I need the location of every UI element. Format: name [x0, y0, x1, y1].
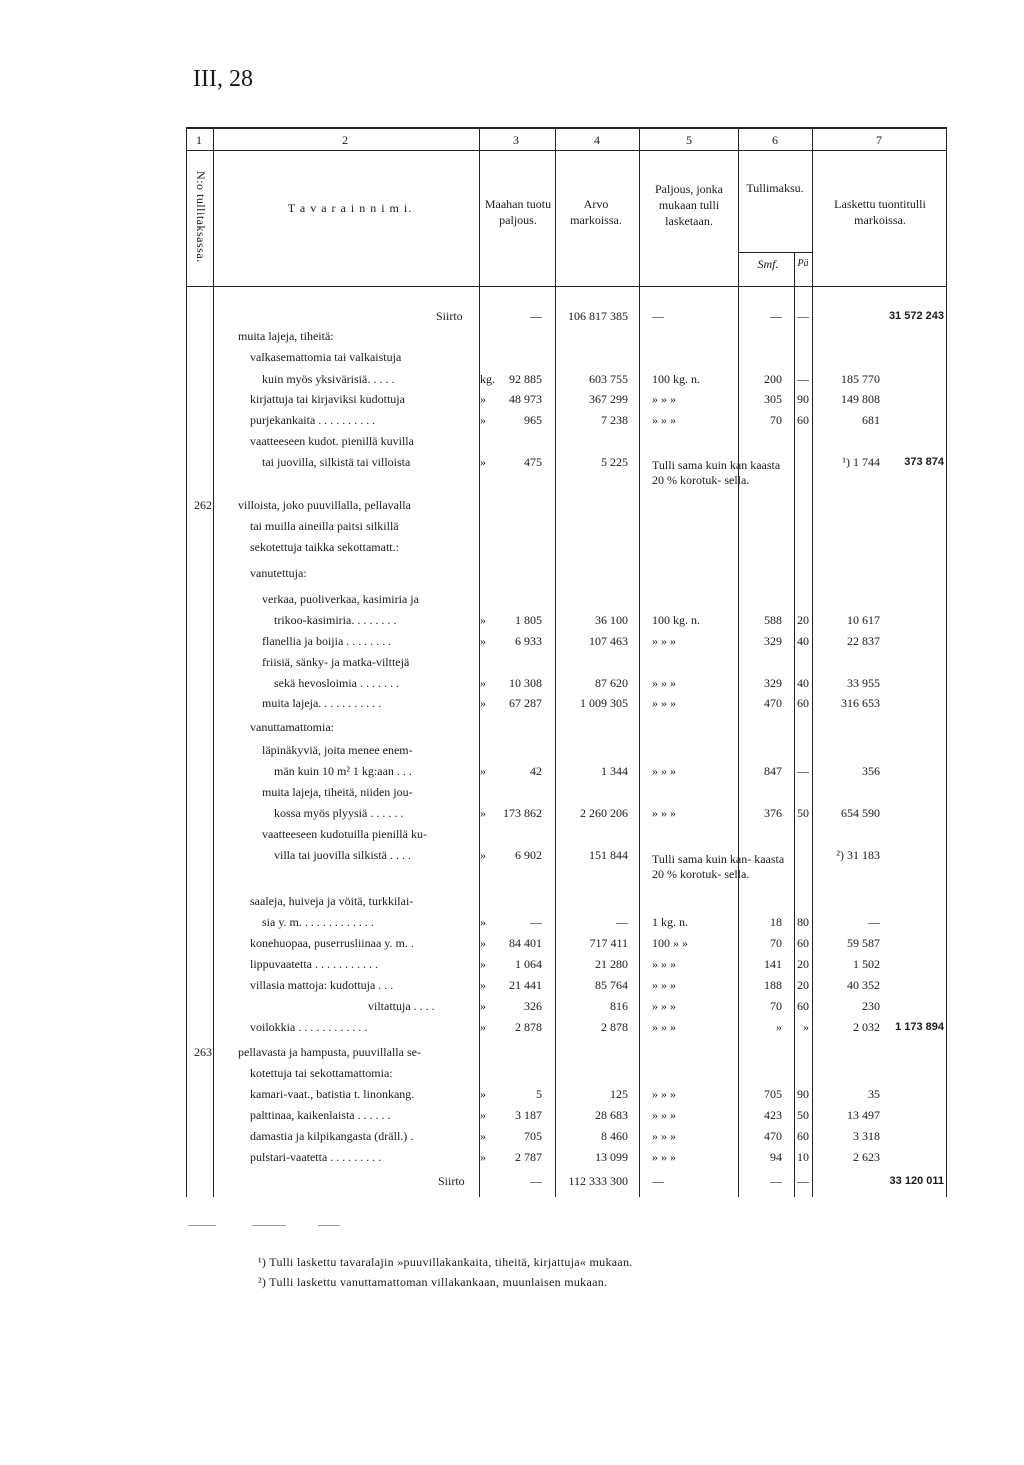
table-row [0, 347, 1024, 367]
item-description: sekä hevosloimia . . . . . . . [274, 676, 399, 690]
cell-unit: » [480, 915, 486, 929]
cell-rate-pennies: 50 [797, 806, 809, 820]
cell-quantity: 173 862 [503, 806, 542, 820]
cell-value: 8 460 [601, 1129, 628, 1143]
cell-unit: » [480, 957, 486, 971]
cell-duty: 1 502 [853, 957, 880, 971]
cell-quantity: 2 787 [515, 1150, 542, 1164]
cell-rate-marks: 70 [770, 999, 782, 1013]
header-duty-rate: Tullimaksu. [746, 181, 804, 195]
cell-quantity: 6 933 [515, 634, 542, 648]
cell-duty-basis: » » » [652, 392, 676, 406]
cell-quantity: 475 [524, 455, 542, 469]
cell-unit: » [480, 1150, 486, 1164]
cell-unit: » [480, 634, 486, 648]
cell-rate-marks: » [776, 1020, 782, 1034]
cell-duty: 22 837 [847, 634, 880, 648]
item-description: tai juovilla, silkistä tai villoista [262, 455, 411, 469]
table-row [0, 1171, 1024, 1191]
table-row [0, 782, 1024, 802]
cell-duty-basis: 100 » » [652, 936, 688, 950]
cell-rate-marks: 423 [764, 1108, 782, 1122]
table-row [0, 516, 1024, 536]
table-row [0, 431, 1024, 451]
cell-rate-pennies: 10 [797, 1150, 809, 1164]
cell-value: 87 620 [595, 676, 628, 690]
item-description: kamari-vaat., batistia t. linonkang. [250, 1087, 415, 1101]
cell-unit: » [480, 676, 486, 690]
cell-value: 2 878 [601, 1020, 628, 1034]
item-description: viltattuja . . . . [368, 999, 435, 1013]
table-row [0, 589, 1024, 609]
cell-quantity: 67 287 [509, 696, 542, 710]
header-imported-quantity: Maahan tuotu paljous. [484, 197, 552, 227]
item-description: villoista, joko puuvillalla, pellavalla [238, 498, 411, 512]
table-row [0, 954, 1024, 974]
footnote-1: ¹) Tulli laskettu tavaralajin »puuvillakankaita, tiheitä, kirjattuja« mukaan. [258, 1255, 633, 1269]
cell-duty: 40 352 [847, 978, 880, 992]
table-row [0, 1084, 1024, 1104]
col-num-6: 6 [772, 133, 778, 147]
item-description: verkaa, puoliverkaa, kasimiria ja [262, 592, 419, 606]
cell-value: 106 817 385 [568, 309, 628, 323]
cell-rate-marks: 329 [764, 634, 782, 648]
table-row [0, 975, 1024, 995]
table-row [0, 673, 1024, 693]
cell-rate-marks: 470 [764, 696, 782, 710]
cell-value: 125 [610, 1087, 628, 1101]
cell-duty: 185 770 [841, 372, 880, 386]
cell-duty-basis: » » » [652, 999, 676, 1013]
table-row [0, 563, 1024, 583]
item-description: friisiä, sänky- ja matka-vilttejä [262, 655, 410, 669]
cell-rate-pennies: 20 [797, 613, 809, 627]
cell-rate-marks: 305 [764, 392, 782, 406]
cell-duty-basis: » » » [652, 1087, 676, 1101]
col-num-7: 7 [876, 133, 882, 147]
table-row [0, 631, 1024, 651]
item-description: vanutettuja: [250, 566, 307, 580]
cell-value: 112 333 300 [568, 1174, 628, 1188]
table-row [0, 803, 1024, 823]
header-duty-basis: Paljous, jonka mukaan tulli lasketaan. [655, 182, 723, 228]
cell-value: 21 280 [595, 957, 628, 971]
item-description: valkasemattomia tai valkaistuja [250, 350, 402, 364]
cell-unit: » [480, 1129, 486, 1143]
cell-duty-basis: » » » [652, 1129, 676, 1143]
cell-quantity: 2 878 [515, 1020, 542, 1034]
page-number: III, 28 [193, 66, 253, 92]
item-description: kuin myös yksivärisiä. . . . . [262, 372, 395, 386]
table-row [0, 452, 1024, 472]
cell-unit: » [480, 999, 486, 1013]
cell-duty-basis: » » » [652, 1108, 676, 1122]
cell-duty: 2 032 [853, 1020, 880, 1034]
cell-duty: ¹) 1 744 [842, 455, 880, 469]
item-description: konehuopaa, puserrusliinaa y. m. . [250, 936, 414, 950]
item-description: flanellia ja boijia . . . . . . . . [262, 634, 392, 648]
cell-rate-pennies: 60 [797, 413, 809, 427]
item-description: muita lajeja, tiheitä: [238, 329, 334, 343]
column-number-rule [186, 150, 946, 151]
separator-dash-3 [318, 1225, 340, 1226]
cell-quantity: 6 902 [515, 848, 542, 862]
table-row [0, 389, 1024, 409]
cell-duty-basis: — [652, 1174, 664, 1188]
cell-duty-basis: » » » [652, 1150, 676, 1164]
table-row [0, 537, 1024, 557]
cell-duty-basis: » » » [652, 634, 676, 648]
cell-quantity: — [530, 915, 542, 929]
cell-rate-marks: 705 [764, 1087, 782, 1101]
cell-unit: » [480, 1087, 486, 1101]
cell-rate-marks: 847 [764, 764, 782, 778]
table-row [0, 1017, 1024, 1037]
footnote-2: ²) Tulli laskettu vanuttamattoman villakankaan, muunlaisen mukaan. [258, 1275, 608, 1289]
item-description: voilokkia . . . . . . . . . . . . [250, 1020, 368, 1034]
cell-duty: 3 318 [853, 1129, 880, 1143]
cell-duty: 13 497 [847, 1108, 880, 1122]
cell-rate-pennies: 20 [797, 957, 809, 971]
header-value: Arvo markoissa. [570, 197, 622, 227]
table-row [0, 740, 1024, 760]
cell-duty: 230 [862, 999, 880, 1013]
item-description: kossa myös plyysiä . . . . . . [274, 806, 404, 820]
table-row [0, 306, 1024, 326]
table-top-rule [186, 127, 946, 129]
separator-dash-1 [188, 1225, 216, 1226]
cell-value: 1 009 305 [580, 696, 628, 710]
cell-rate-pennies: 60 [797, 999, 809, 1013]
cell-rate-marks: 188 [764, 978, 782, 992]
cell-quantity: 84 401 [509, 936, 542, 950]
cell-value: 85 764 [595, 978, 628, 992]
item-description: sekotettuja taikka sekottamatt.: [250, 540, 399, 554]
duty-note-2: Tulli sama kuin kan- kaasta 20 % korotuk- sella. [652, 852, 785, 881]
item-description: kirjattuja tai kirjaviksi kudottuja [250, 392, 405, 406]
cell-rate-pennies: » [803, 1020, 809, 1034]
cell-unit: » [480, 696, 486, 710]
cell-unit: » [480, 392, 486, 406]
item-description: män kuin 10 m² 1 kg:aan . . . [274, 764, 412, 778]
cell-quantity: 3 187 [515, 1108, 542, 1122]
cell-quantity: 705 [524, 1129, 542, 1143]
cell-total: 373 874 [904, 456, 944, 468]
item-description: muita lajeja. . . . . . . . . . . [262, 696, 382, 710]
item-description: vanuttamattomia: [250, 720, 334, 734]
cell-quantity: 92 885 [509, 372, 542, 386]
cell-unit: » [480, 1020, 486, 1034]
cell-rate-pennies: 90 [797, 1087, 809, 1101]
cell-duty-basis: » » » [652, 978, 676, 992]
cell-unit: kg. [480, 372, 495, 386]
cell-rate-pennies: — [797, 1174, 809, 1188]
cell-value: 2 260 206 [580, 806, 628, 820]
col-num-4: 4 [594, 133, 600, 147]
cell-duty: 33 955 [847, 676, 880, 690]
item-description: sia y. m. . . . . . . . . . . . . [262, 915, 374, 929]
cell-total: 1 173 894 [895, 1021, 944, 1033]
cell-value: 1 344 [601, 764, 628, 778]
item-description: vaatteeseen kudotuilla pienillä ku- [262, 827, 427, 841]
cell-rate-marks: — [770, 1174, 782, 1188]
item-description: villa tai juovilla silkistä . . . . [274, 848, 411, 862]
cell-rate-marks: 70 [770, 936, 782, 950]
cell-rate-marks: 200 [764, 372, 782, 386]
carried-forward-label: Siirto [436, 309, 463, 323]
cell-value: 7 238 [601, 413, 628, 427]
cell-value: 36 100 [595, 613, 628, 627]
cell-value: 816 [610, 999, 628, 1013]
cell-rate-pennies: — [797, 309, 809, 323]
table-row [0, 652, 1024, 672]
cell-duty-basis: » » » [652, 696, 676, 710]
table-row [0, 1147, 1024, 1167]
table-row [0, 1126, 1024, 1146]
cell-quantity: 21 441 [509, 978, 542, 992]
cell-duty: 149 808 [841, 392, 880, 406]
rate-unit-rule [738, 252, 812, 253]
cell-value: 13 099 [595, 1150, 628, 1164]
table-row [0, 410, 1024, 430]
cell-rate-marks: 18 [770, 915, 782, 929]
item-description: lippuvaatetta . . . . . . . . . . . [250, 957, 378, 971]
cell-rate-marks: 470 [764, 1129, 782, 1143]
cell-duty-basis: — [652, 309, 664, 323]
cell-rate-marks: 141 [764, 957, 782, 971]
cell-duty: 2 623 [853, 1150, 880, 1164]
item-description: palttinaa, kaikenlaista . . . . . . [250, 1108, 391, 1122]
cell-value: 5 225 [601, 455, 628, 469]
table-row [0, 845, 1024, 865]
cell-rate-pennies: 20 [797, 978, 809, 992]
cell-unit: » [480, 936, 486, 950]
cell-value: — [616, 915, 628, 929]
cell-value: 107 463 [589, 634, 628, 648]
cell-rate-pennies: — [797, 372, 809, 386]
table-row [0, 933, 1024, 953]
cell-rate-pennies: 60 [797, 696, 809, 710]
table-row [0, 761, 1024, 781]
cell-duty: ²) 31 183 [836, 848, 880, 862]
cell-unit: » [480, 978, 486, 992]
cell-duty: 316 653 [841, 696, 880, 710]
cell-duty: 10 617 [847, 613, 880, 627]
cell-duty-basis: 100 kg. n. [652, 372, 700, 386]
item-description: läpinäkyviä, joita menee enem- [262, 743, 413, 757]
cell-duty-basis: 100 kg. n. [652, 613, 700, 627]
cell-duty: 654 590 [841, 806, 880, 820]
table-row [0, 369, 1024, 389]
cell-unit: » [480, 764, 486, 778]
cell-rate-pennies: 80 [797, 915, 809, 929]
cell-quantity: 10 308 [509, 676, 542, 690]
item-description: pellavasta ja hampusta, puuvillalla se- [238, 1045, 421, 1059]
table-row [0, 610, 1024, 630]
item-description: muita lajeja, tiheitä, niiden jou- [262, 785, 413, 799]
cell-value: 367 299 [589, 392, 628, 406]
cell-quantity: — [530, 309, 542, 323]
cell-rate-pennies: 40 [797, 634, 809, 648]
col-num-1: 1 [196, 133, 202, 147]
carried-forward-bottom-label: Siirto [438, 1174, 465, 1188]
cell-unit: » [480, 613, 486, 627]
cell-quantity: 48 973 [509, 392, 542, 406]
table-row [0, 1042, 1024, 1062]
cell-tariff-number: 262 [194, 498, 212, 512]
table-row [0, 717, 1024, 737]
cell-duty: 681 [862, 413, 880, 427]
item-description: tai muilla aineilla paitsi silkillä [250, 519, 399, 533]
separator-dash-2 [252, 1225, 286, 1226]
cell-quantity: 326 [524, 999, 542, 1013]
item-description: kotettuja tai sekottamattomia: [250, 1066, 393, 1080]
table-row [0, 891, 1024, 911]
cell-unit: » [480, 455, 486, 469]
table-row [0, 326, 1024, 346]
col-num-3: 3 [513, 133, 519, 147]
cell-value: 717 411 [589, 936, 628, 950]
col-num-2: 2 [342, 133, 348, 147]
cell-value: 28 683 [595, 1108, 628, 1122]
cell-quantity: 1 064 [515, 957, 542, 971]
cell-unit: » [480, 1108, 486, 1122]
cell-unit: » [480, 413, 486, 427]
table-row [0, 912, 1024, 932]
cell-duty-basis: 1 kg. n. [652, 915, 688, 929]
cell-duty-basis: » » » [652, 957, 676, 971]
item-description: purjekankaita . . . . . . . . . . [250, 413, 376, 427]
item-description: vaatteeseen kudot. pienillä kuvilla [250, 434, 414, 448]
cell-rate-marks: 94 [770, 1150, 782, 1164]
cell-rate-marks: — [770, 309, 782, 323]
cell-total: 31 572 243 [888, 310, 944, 322]
table-row [0, 824, 1024, 844]
cell-value: 603 755 [589, 372, 628, 386]
table-row [0, 693, 1024, 713]
cell-quantity: 5 [536, 1087, 542, 1101]
item-description: saaleja, huiveja ja vöitä, turkkilai- [250, 894, 414, 908]
cell-rate-pennies: 60 [797, 1129, 809, 1143]
cell-rate-marks: 376 [764, 806, 782, 820]
table-row [0, 1063, 1024, 1083]
cell-total: 33 120 011 [889, 1175, 944, 1187]
cell-quantity: 42 [530, 764, 542, 778]
header-unit-mk: Smf. [757, 257, 779, 271]
cell-rate-pennies: 60 [797, 936, 809, 950]
cell-duty: — [868, 915, 880, 929]
cell-rate-marks: 588 [764, 613, 782, 627]
cell-quantity: 1 805 [515, 613, 542, 627]
cell-rate-pennies: 40 [797, 676, 809, 690]
header-item-name: T a v a r a i n n i m i. [287, 201, 413, 215]
header-tariff-number: N:o tullitaksassa. [194, 171, 208, 263]
duty-note-1: Tulli sama kuin kan kaasta 20 % korotuk- sella. [652, 458, 781, 487]
cell-value: 151 844 [589, 848, 628, 862]
cell-rate-pennies: — [797, 764, 809, 778]
cell-quantity: 965 [524, 413, 542, 427]
header-bottom-rule [186, 286, 946, 287]
cell-rate-pennies: 90 [797, 392, 809, 406]
cell-duty: 356 [862, 764, 880, 778]
cell-rate-pennies: 50 [797, 1108, 809, 1122]
cell-duty-basis: » » » [652, 806, 676, 820]
cell-duty-basis: » » » [652, 764, 676, 778]
item-description: trikoo-kasimiria. . . . . . . . [274, 613, 397, 627]
cell-rate-marks: 70 [770, 413, 782, 427]
cell-duty: 35 [868, 1087, 880, 1101]
cell-duty-basis: » » » [652, 1020, 676, 1034]
col-num-5: 5 [686, 133, 692, 147]
cell-duty-basis: » » » [652, 413, 676, 427]
item-description: villasia mattoja: kudottuja . . . [250, 978, 394, 992]
cell-quantity: — [530, 1174, 542, 1188]
item-description: pulstari-vaatetta . . . . . . . . . [250, 1150, 382, 1164]
table-row [0, 1105, 1024, 1125]
cell-rate-marks: 329 [764, 676, 782, 690]
cell-duty: 59 587 [847, 936, 880, 950]
header-calculated-duty: Laskettu tuontitulli markoissa. [834, 197, 926, 227]
header-unit-p: Pä [797, 258, 809, 269]
cell-tariff-number: 263 [194, 1045, 212, 1059]
cell-unit: » [480, 848, 486, 862]
item-description: damastia ja kilpikangasta (dräll.) . [250, 1129, 414, 1143]
table-row [0, 495, 1024, 515]
cell-unit: » [480, 806, 486, 820]
table-row [0, 996, 1024, 1016]
cell-duty-basis: » » » [652, 676, 676, 690]
